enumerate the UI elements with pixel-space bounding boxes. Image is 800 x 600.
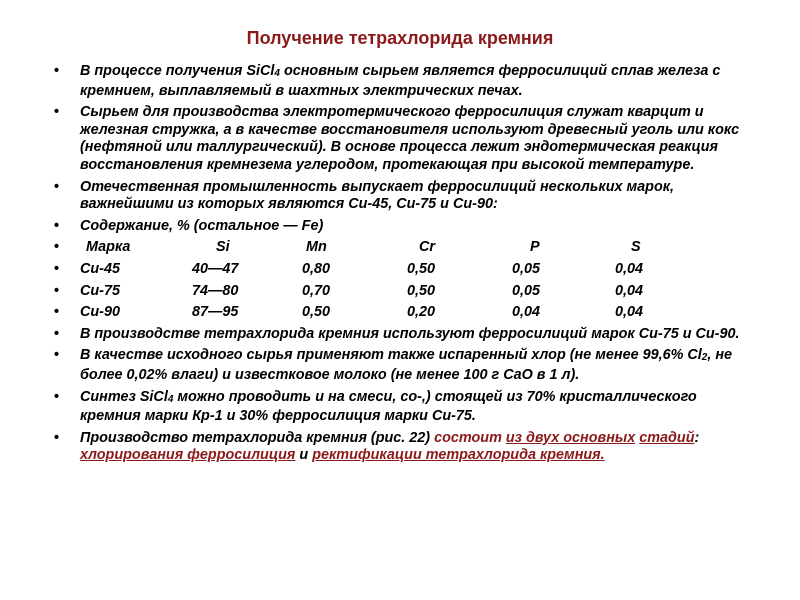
table-cell: 0,70 xyxy=(302,282,331,299)
list-item: • В качестве исходного сырья применяют также испаренный хлор (не менее 99,6% $Cl_2$, не более 0,02% влаги) и известковое молоко (не менее 100 г CaO в 1 л). xyxy=(54,347,733,383)
table-cell: 0,50 xyxy=(302,304,331,321)
bullet-icon: • xyxy=(54,304,60,321)
table-cell: Си-45 xyxy=(80,260,120,277)
table-cell: 0,50 xyxy=(407,260,436,277)
list-item: • Производство тетрахлорида кремния (рис. 22) состоит из двух основных стадий: хлорирования ферросилиция и ректификации тетрахлорида кремния. xyxy=(54,429,700,464)
bullet-icon: • xyxy=(54,282,60,299)
table-cell: 0,04 xyxy=(512,304,541,321)
bullet-icon: • xyxy=(54,347,60,364)
highlight-text: состоит xyxy=(434,429,502,446)
list-item: • В производстве тетрахлорида кремния используют ферросилиций марок Си-75 и Си-90. xyxy=(54,325,740,342)
link-stages[interactable]: стадий xyxy=(639,429,695,446)
table-cell: 40—47 xyxy=(192,260,239,277)
table-cell: 0,05 xyxy=(512,282,541,299)
bullet-icon: • xyxy=(54,239,60,256)
table-row xyxy=(54,304,754,322)
table-cell: 0,20 xyxy=(407,304,436,321)
bullet-icon: • xyxy=(54,429,60,446)
table-cell: 0,04 xyxy=(615,282,644,299)
link-chlorination[interactable]: хлорирования ферросилиция xyxy=(80,447,296,464)
bullet-icon: • xyxy=(54,63,60,79)
table-header-cell: Марка xyxy=(86,239,131,256)
link-two-main[interactable]: из двух основных xyxy=(505,429,636,446)
table-header-cell: P xyxy=(530,239,540,256)
table-cell: Си-75 xyxy=(80,282,120,299)
table-cell: 0,04 xyxy=(615,304,644,321)
bullet-icon: • xyxy=(54,104,60,121)
link-rectification[interactable]: ректификации тетрахлорида кремния. xyxy=(312,447,605,464)
bullet-icon: • xyxy=(54,217,60,234)
bullet-icon: • xyxy=(54,178,60,195)
table-header-cell: Mn xyxy=(306,239,327,256)
list-item: • Сырьем для производства электротермического ферросилиция служат кварцит и железная стружка, а в качестве восстановителя используют древесный уголь или кокс (нефтяной или таллургический). В основе процесса лежит эндотермическая реакция восстановления кремнезема углеродом, протекающая при высокой температуре. xyxy=(54,104,740,173)
table-header-row xyxy=(54,239,754,257)
table-header-cell: S xyxy=(631,239,641,256)
table-cell: 0,05 xyxy=(512,260,541,277)
table-row xyxy=(54,261,754,279)
page-title: Получение тетрахлорида кремния xyxy=(246,28,554,48)
table-cell: Си-90 xyxy=(80,304,120,321)
list-item: • Содержание, % (остальное — Fe) xyxy=(54,217,324,234)
table-row xyxy=(54,283,754,301)
bullet-icon: • xyxy=(54,388,60,405)
list-item: • Синтез SiCl$_4$ можно проводить и на смеси, со-,) стоящей из 70% кристаллического кремния марки Кр-1 и 30% ферросилиция марки Си-75. xyxy=(54,388,697,425)
bullet-list xyxy=(54,63,754,469)
list-item: • В процессе получения SiCl$_4$ основным сырьем является ферросилиций сплав железа с кремнием, выплавляемый в шахтных электрических печах. xyxy=(54,63,721,99)
table-cell: 0,50 xyxy=(407,282,436,299)
bullet-icon: • xyxy=(54,260,60,277)
list-item: • Отечественная промышленность выпускает ферросилиций нескольких марок, важнейшими из которых являются Си-45, Си-75 и Си-90: xyxy=(54,178,675,213)
bullet-icon: • xyxy=(54,325,60,342)
table-cell: 87—95 xyxy=(192,304,239,321)
table-header-cell: Cr xyxy=(419,239,435,256)
table-cell: 74—80 xyxy=(192,282,239,299)
table-cell: 0,80 xyxy=(302,260,331,277)
table-header-cell: Si xyxy=(216,239,230,256)
table-cell: 0,04 xyxy=(615,260,644,277)
